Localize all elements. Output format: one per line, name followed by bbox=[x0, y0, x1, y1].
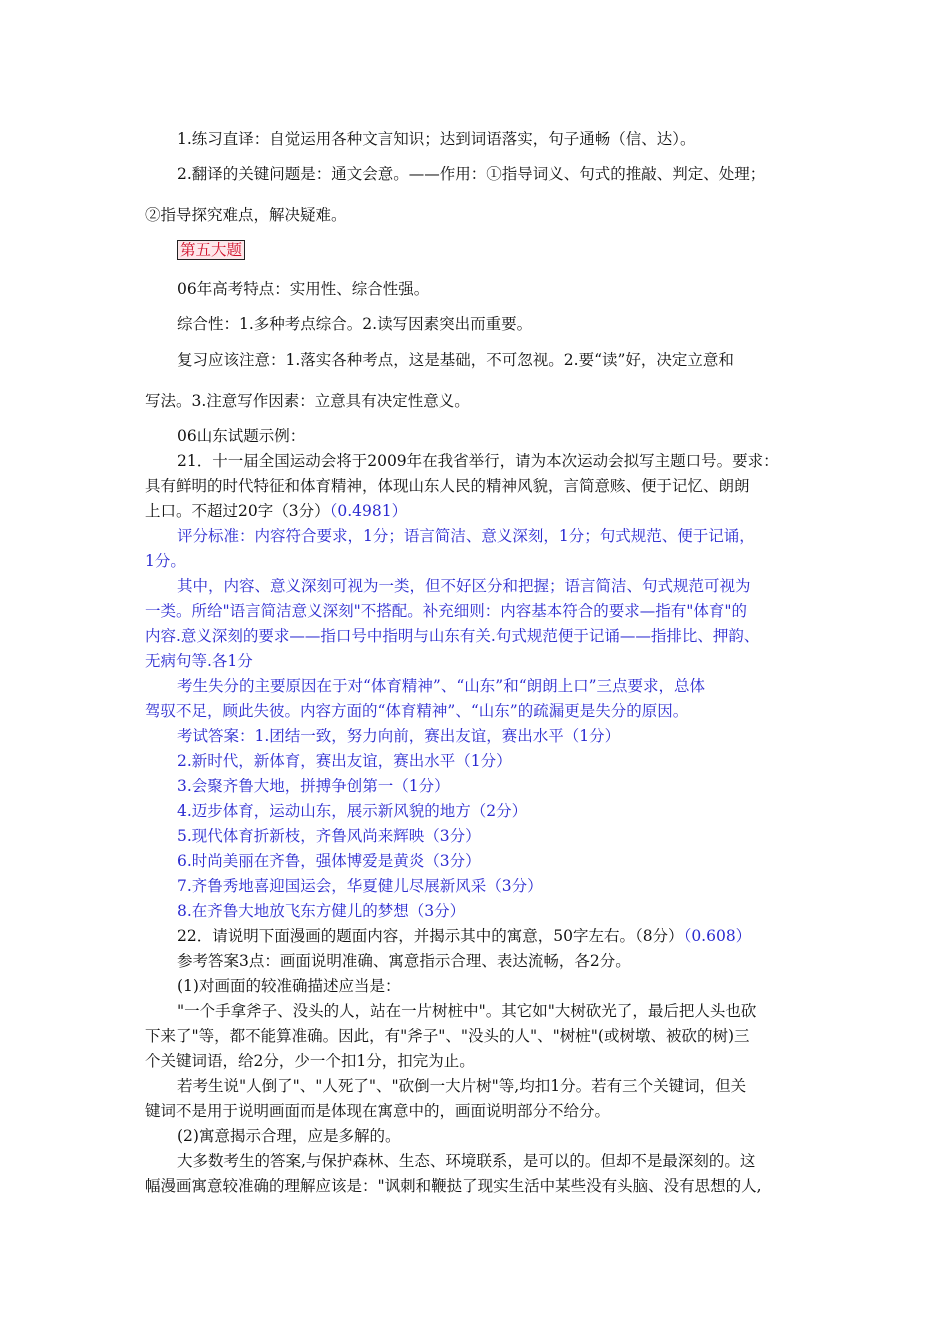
example-heading: 06山东试题示例： bbox=[177, 427, 306, 445]
scoring-standard-line-1: 评分标准：内容符合要求，1分；语言简洁、意义深刻，1分；句式规范、便于记诵， bbox=[177, 527, 755, 545]
answer-item-5: 5.现代体育折新枝，齐鲁风尚来辉映（3分） bbox=[177, 827, 481, 845]
section-heading bbox=[177, 239, 245, 261]
answer-item-3: 3.会聚齐鲁大地，拼搏争创第一（1分） bbox=[177, 777, 450, 795]
answer-item-7: 7.齐鲁秀地喜迎国运会，华夏健儿尽展新风采（3分） bbox=[177, 877, 543, 895]
scoring-standard-line-2: 1分。 bbox=[145, 552, 186, 570]
meaning-heading: (2)寓意揭示合理，应是多解的。 bbox=[177, 1127, 401, 1145]
picture-description-line-2: 下来了"等，都不能算准确。因此，有"斧子"、"没头的人"、"树桩"(或树墩、被砍的树)三 bbox=[145, 1027, 750, 1045]
question-22 bbox=[177, 925, 751, 947]
question-21-score: （0.4981） bbox=[329, 502, 408, 520]
question-21-line-1: 21．十一届全国运动会将于2009年在我省举行，请为本次运动会拟写主题口号。要求： bbox=[177, 452, 779, 470]
answer-item-4: 4.迈步体育，运动山东，展示新风貌的地方（2分） bbox=[177, 802, 528, 820]
loss-reason-line-2: 驾驭不足，顾此失彼。内容方面的“体育精神”、“山东”的疏漏更是失分的原因。 bbox=[145, 702, 689, 720]
picture-description-line-1: "一个手拿斧子、没头的人，站在一片树桩中"。其它如"大树砍光了，最后把人头也砍 bbox=[177, 1002, 757, 1020]
answer-item-6: 6.时尚美丽在齐鲁，强体博爱是黄炎（3分） bbox=[177, 852, 481, 870]
scoring-note-line-2: 一类。所给"语言简洁意义深刻"不搭配。补充细则：内容基本符合的要求—指有"体育"的 bbox=[145, 602, 748, 620]
meaning-line-1: 大多数考生的答案,与保护森林、生态、环境联系，是可以的。但却不是最深刻的。这 bbox=[177, 1152, 756, 1170]
paragraph-review-2: 写法。3.注意写作因素：立意具有决定性意义。 bbox=[145, 392, 470, 410]
loss-reason-line-1: 考生失分的主要原因在于对“体育精神”、“山东”和“朗朗上口”三点要求，总体 bbox=[177, 677, 706, 695]
reference-answer: 参考答案3点：画面说明准确、寓意指示合理、表达流畅，各2分。 bbox=[177, 952, 631, 970]
paragraph-features: 06年高考特点：实用性、综合性强。 bbox=[177, 280, 430, 298]
answer-item-8: 8.在齐鲁大地放飞东方健儿的梦想（3分） bbox=[177, 902, 466, 920]
answer-item-1: 考试答案：1.团结一致，努力向前，赛出友谊，赛出水平（1分） bbox=[177, 727, 621, 745]
paragraph-comprehensive: 综合性：1.多种考点综合。2.读写因素突出而重要。 bbox=[177, 315, 533, 333]
question-21-line-3 bbox=[145, 500, 407, 522]
deduction-note-line-1: 若考生说"人倒了"、"人死了"、"砍倒一大片树"等,均扣1分。若有三个关键词，但关 bbox=[177, 1077, 747, 1095]
question-22-text: 22．请说明下面漫画的题面内容，并揭示其中的寓意，50字左右。（8分） bbox=[177, 927, 684, 945]
question-21-text: 上口。不超过20字（3分） bbox=[145, 502, 330, 520]
picture-description-line-3: 个关键词语，给2分，少一个扣1分，扣完为止。 bbox=[145, 1052, 475, 1070]
answer-item-2: 2.新时代，新体育，赛出友谊，赛出水平（1分） bbox=[177, 752, 512, 770]
paragraph-translation-2: 2.翻译的关键问题是：通文会意。——作用：①指导词义、句式的推敲、判定、处理； bbox=[177, 165, 766, 183]
question-21-line-2: 具有鲜明的时代特征和体育精神，体现山东人民的精神风貌，言简意赅、便于记忆、朗朗 bbox=[145, 477, 750, 495]
paragraph-review-1: 复习应该注意：1.落实各种考点，这是基础，不可忽视。2.要“读”好，决定立意和 bbox=[177, 351, 734, 369]
paragraph-translation-2-cont: ②指导探究难点，解决疑难。 bbox=[145, 206, 347, 224]
scoring-note-line-3: 内容.意义深刻的要求——指口号中指明与山东有关.句式规范便于记诵——指排比、押韵、 bbox=[145, 627, 760, 645]
picture-description-heading: (1)对画面的较准确描述应当是： bbox=[177, 977, 401, 995]
section-title-box: 第五大题 bbox=[177, 240, 245, 260]
paragraph-translation-1: 1.练习直译：自觉运用各种文言知识；达到词语落实，句子通畅（信、达）。 bbox=[177, 130, 696, 148]
scoring-note-line-1: 其中，内容、意义深刻可视为一类，但不好区分和把握；语言简洁、句式规范可视为 bbox=[177, 577, 751, 595]
deduction-note-line-2: 键词不是用于说明画面而是体现在寓意中的，画面说明部分不给分。 bbox=[145, 1102, 611, 1120]
meaning-line-2: 幅漫画寓意较准确的理解应该是："讽刺和鞭挞了现实生活中某些没有头脑、没有思想的人, bbox=[145, 1177, 762, 1195]
scoring-note-line-4: 无病句等.各1分 bbox=[145, 652, 253, 670]
question-22-score: （0.608） bbox=[683, 927, 752, 945]
